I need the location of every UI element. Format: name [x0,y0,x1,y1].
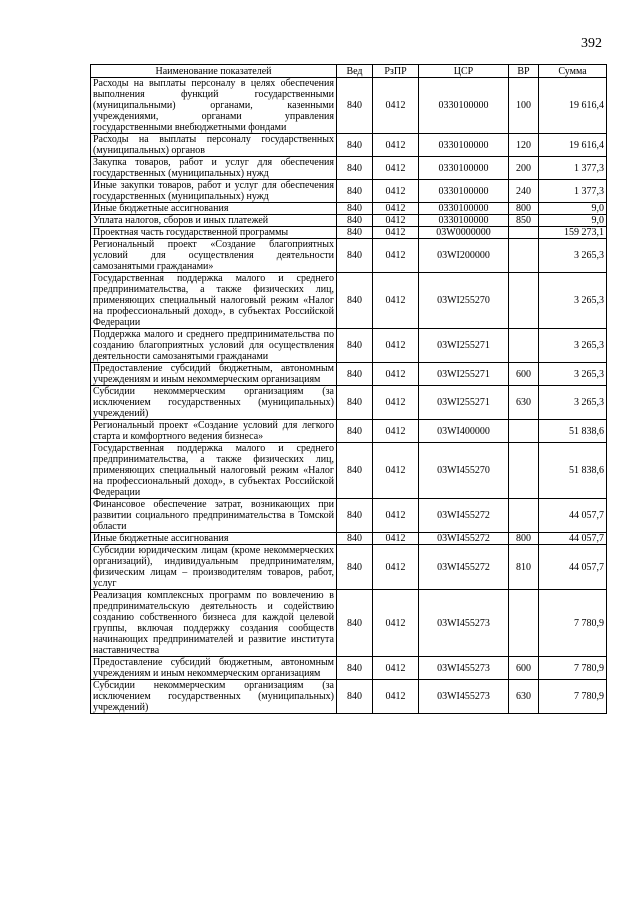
row-rzpr-cell: 0412 [373,227,419,239]
row-csr-cell: 03WI455273 [419,657,509,680]
table-row [91,215,607,227]
header-vr: ВР [509,65,539,78]
table-row [91,78,607,134]
table-row [91,203,607,215]
row-vr-cell: 100 [509,78,539,134]
table-row [91,545,607,590]
table-row [91,499,607,533]
row-name-cell: Реализация комплексных программ по вовлечению в предпринимательскую деятельность и содействию созданию собственного бизнеса для каждой целевой группы, включая поддержку создания сообществ начинающих предпринимателей и развитие института наставничества [91,590,337,657]
header-name: Наименование показателей [91,65,337,78]
row-vr-cell: 630 [509,680,539,714]
row-ved-cell: 840 [337,157,373,180]
row-name-cell: Субсидии юридическим лицам (кроме некоммерческих организаций), индивидуальным предпринимателям, физическим лицам – производителям товаров, работ, услуг [91,545,337,590]
row-sum-cell: 3 265,3 [539,363,607,386]
row-sum-cell: 44 057,7 [539,533,607,545]
row-csr-cell: 03WI255270 [419,273,509,329]
row-rzpr-cell: 0412 [373,215,419,227]
row-rzpr-cell: 0412 [373,329,419,363]
row-ved-cell: 840 [337,657,373,680]
row-vr-cell: 120 [509,134,539,157]
row-ved-cell: 840 [337,239,373,273]
row-sum-cell: 44 057,7 [539,499,607,533]
row-csr-cell: 03WI455270 [419,443,509,499]
table-row [91,157,607,180]
row-vr-cell: 850 [509,215,539,227]
row-vr-cell [509,239,539,273]
row-ved-cell: 840 [337,590,373,657]
table-row [91,420,607,443]
table-row [91,443,607,499]
row-vr-cell: 600 [509,363,539,386]
row-csr-cell: 03WI255271 [419,363,509,386]
row-name-cell: Субсидии некоммерческим организациям (за исключением государственных (муниципальных) учреждений) [91,386,337,420]
row-rzpr-cell: 0412 [373,78,419,134]
row-sum-cell: 3 265,3 [539,329,607,363]
header-rzpr: РзПР [373,65,419,78]
row-vr-cell [509,227,539,239]
row-ved-cell: 840 [337,273,373,329]
row-rzpr-cell: 0412 [373,134,419,157]
row-name-cell: Поддержка малого и среднего предпринимательства по созданию благоприятных условий для осуществления деятельности самозанятыми гражданами [91,329,337,363]
row-ved-cell: 840 [337,545,373,590]
row-ved-cell: 840 [337,215,373,227]
row-csr-cell: 03WI400000 [419,420,509,443]
row-ved-cell: 840 [337,134,373,157]
row-rzpr-cell: 0412 [373,157,419,180]
row-vr-cell [509,420,539,443]
row-ved-cell: 840 [337,443,373,499]
table-row [91,657,607,680]
row-name-cell: Расходы на выплаты персоналу государственных (муниципальных) органов [91,134,337,157]
row-csr-cell: 03WI455273 [419,680,509,714]
row-csr-cell: 03WI455273 [419,590,509,657]
row-csr-cell: 0330100000 [419,134,509,157]
row-sum-cell: 9,0 [539,203,607,215]
row-sum-cell: 7 780,9 [539,590,607,657]
row-name-cell: Финансовое обеспечение затрат, возникающих при развитии социального предпринимательства в Томской области [91,499,337,533]
row-rzpr-cell: 0412 [373,203,419,215]
row-rzpr-cell: 0412 [373,499,419,533]
row-ved-cell: 840 [337,180,373,203]
row-vr-cell [509,329,539,363]
row-ved-cell: 840 [337,420,373,443]
row-sum-cell: 3 265,3 [539,273,607,329]
table-row [91,329,607,363]
row-vr-cell [509,443,539,499]
row-csr-cell: 0330100000 [419,215,509,227]
row-vr-cell: 200 [509,157,539,180]
row-name-cell: Предоставление субсидий бюджетным, автономным учреждениям и иным некоммерческим организациям [91,657,337,680]
row-vr-cell: 800 [509,533,539,545]
row-rzpr-cell: 0412 [373,239,419,273]
table-row [91,180,607,203]
row-rzpr-cell: 0412 [373,545,419,590]
row-rzpr-cell: 0412 [373,273,419,329]
row-rzpr-cell: 0412 [373,386,419,420]
row-vr-cell [509,590,539,657]
row-csr-cell: 03WI455272 [419,499,509,533]
row-ved-cell: 840 [337,78,373,134]
row-csr-cell: 0330100000 [419,180,509,203]
table-row [91,239,607,273]
row-sum-cell: 159 273,1 [539,227,607,239]
row-ved-cell: 840 [337,227,373,239]
row-rzpr-cell: 0412 [373,443,419,499]
row-rzpr-cell: 0412 [373,363,419,386]
table-row [91,590,607,657]
row-csr-cell: 03WI200000 [419,239,509,273]
row-vr-cell: 800 [509,203,539,215]
row-name-cell: Субсидии некоммерческим организациям (за исключением государственных (муниципальных) учреждений) [91,680,337,714]
header-ved: Вед [337,65,373,78]
header-sum: Сумма [539,65,607,78]
row-sum-cell: 3 265,3 [539,386,607,420]
row-ved-cell: 840 [337,329,373,363]
budget-table [90,64,607,714]
row-vr-cell: 600 [509,657,539,680]
row-name-cell: Государственная поддержка малого и среднего предпринимательства, а также физических лиц, применяющих специальный налоговый режим «Налог на профессиональный доход», в субъектах Российской Федерации [91,273,337,329]
row-sum-cell: 9,0 [539,215,607,227]
row-vr-cell [509,273,539,329]
row-ved-cell: 840 [337,386,373,420]
row-csr-cell: 0330100000 [419,78,509,134]
row-csr-cell: 0330100000 [419,203,509,215]
table-row [91,680,607,714]
row-name-cell: Расходы на выплаты персоналу в целях обеспечения выполнения функций государственными (муниципальными) органами, казенными учреждениями, органами управления государственными внебюджетными фондами [91,78,337,134]
table-row [91,363,607,386]
row-name-cell: Закупка товаров, работ и услуг для обеспечения государственных (муниципальных) нужд [91,157,337,180]
row-name-cell: Иные бюджетные ассигнования [91,533,337,545]
row-ved-cell: 840 [337,499,373,533]
table-row [91,227,607,239]
row-sum-cell: 7 780,9 [539,680,607,714]
row-csr-cell: 03WI255271 [419,329,509,363]
row-name-cell: Государственная поддержка малого и среднего предпринимательства, а также физических лиц, применяющих специальный налоговый режим «Налог на профессиональный доход», в субъектах Российской Федерации [91,443,337,499]
row-vr-cell [509,499,539,533]
row-csr-cell: 03WI255271 [419,386,509,420]
table-row [91,386,607,420]
row-sum-cell: 19 616,4 [539,134,607,157]
row-name-cell: Предоставление субсидий бюджетным, автономным учреждениям и иным некоммерческим организациям [91,363,337,386]
row-sum-cell: 7 780,9 [539,657,607,680]
row-csr-cell: 0330100000 [419,157,509,180]
row-name-cell: Уплата налогов, сборов и иных платежей [91,215,337,227]
row-rzpr-cell: 0412 [373,680,419,714]
page-number: 392 [581,36,602,51]
row-rzpr-cell: 0412 [373,590,419,657]
row-csr-cell: 03W0000000 [419,227,509,239]
row-vr-cell: 630 [509,386,539,420]
row-csr-cell: 03WI455272 [419,533,509,545]
row-sum-cell: 19 616,4 [539,78,607,134]
row-sum-cell: 3 265,3 [539,239,607,273]
row-sum-cell: 1 377,3 [539,157,607,180]
row-vr-cell: 240 [509,180,539,203]
row-name-cell: Проектная часть государственной программы [91,227,337,239]
row-rzpr-cell: 0412 [373,420,419,443]
row-name-cell: Региональный проект «Создание условий для легкого старта и комфортного ведения бизнеса» [91,420,337,443]
row-rzpr-cell: 0412 [373,657,419,680]
row-vr-cell: 810 [509,545,539,590]
header-csr: ЦСР [419,65,509,78]
row-ved-cell: 840 [337,363,373,386]
row-name-cell: Региональный проект «Создание благоприятных условий для осуществления деятельности самозанятыми гражданами» [91,239,337,273]
row-name-cell: Иные закупки товаров, работ и услуг для обеспечения государственных (муниципальных) нужд [91,180,337,203]
table-header-row [91,65,607,78]
row-sum-cell: 51 838,6 [539,443,607,499]
row-csr-cell: 03WI455272 [419,545,509,590]
row-sum-cell: 51 838,6 [539,420,607,443]
table-row [91,273,607,329]
row-ved-cell: 840 [337,533,373,545]
row-rzpr-cell: 0412 [373,180,419,203]
row-sum-cell: 44 057,7 [539,545,607,590]
row-rzpr-cell: 0412 [373,533,419,545]
row-ved-cell: 840 [337,680,373,714]
row-sum-cell: 1 377,3 [539,180,607,203]
table-row [91,533,607,545]
row-name-cell: Иные бюджетные ассигнования [91,203,337,215]
table-row [91,134,607,157]
row-ved-cell: 840 [337,203,373,215]
